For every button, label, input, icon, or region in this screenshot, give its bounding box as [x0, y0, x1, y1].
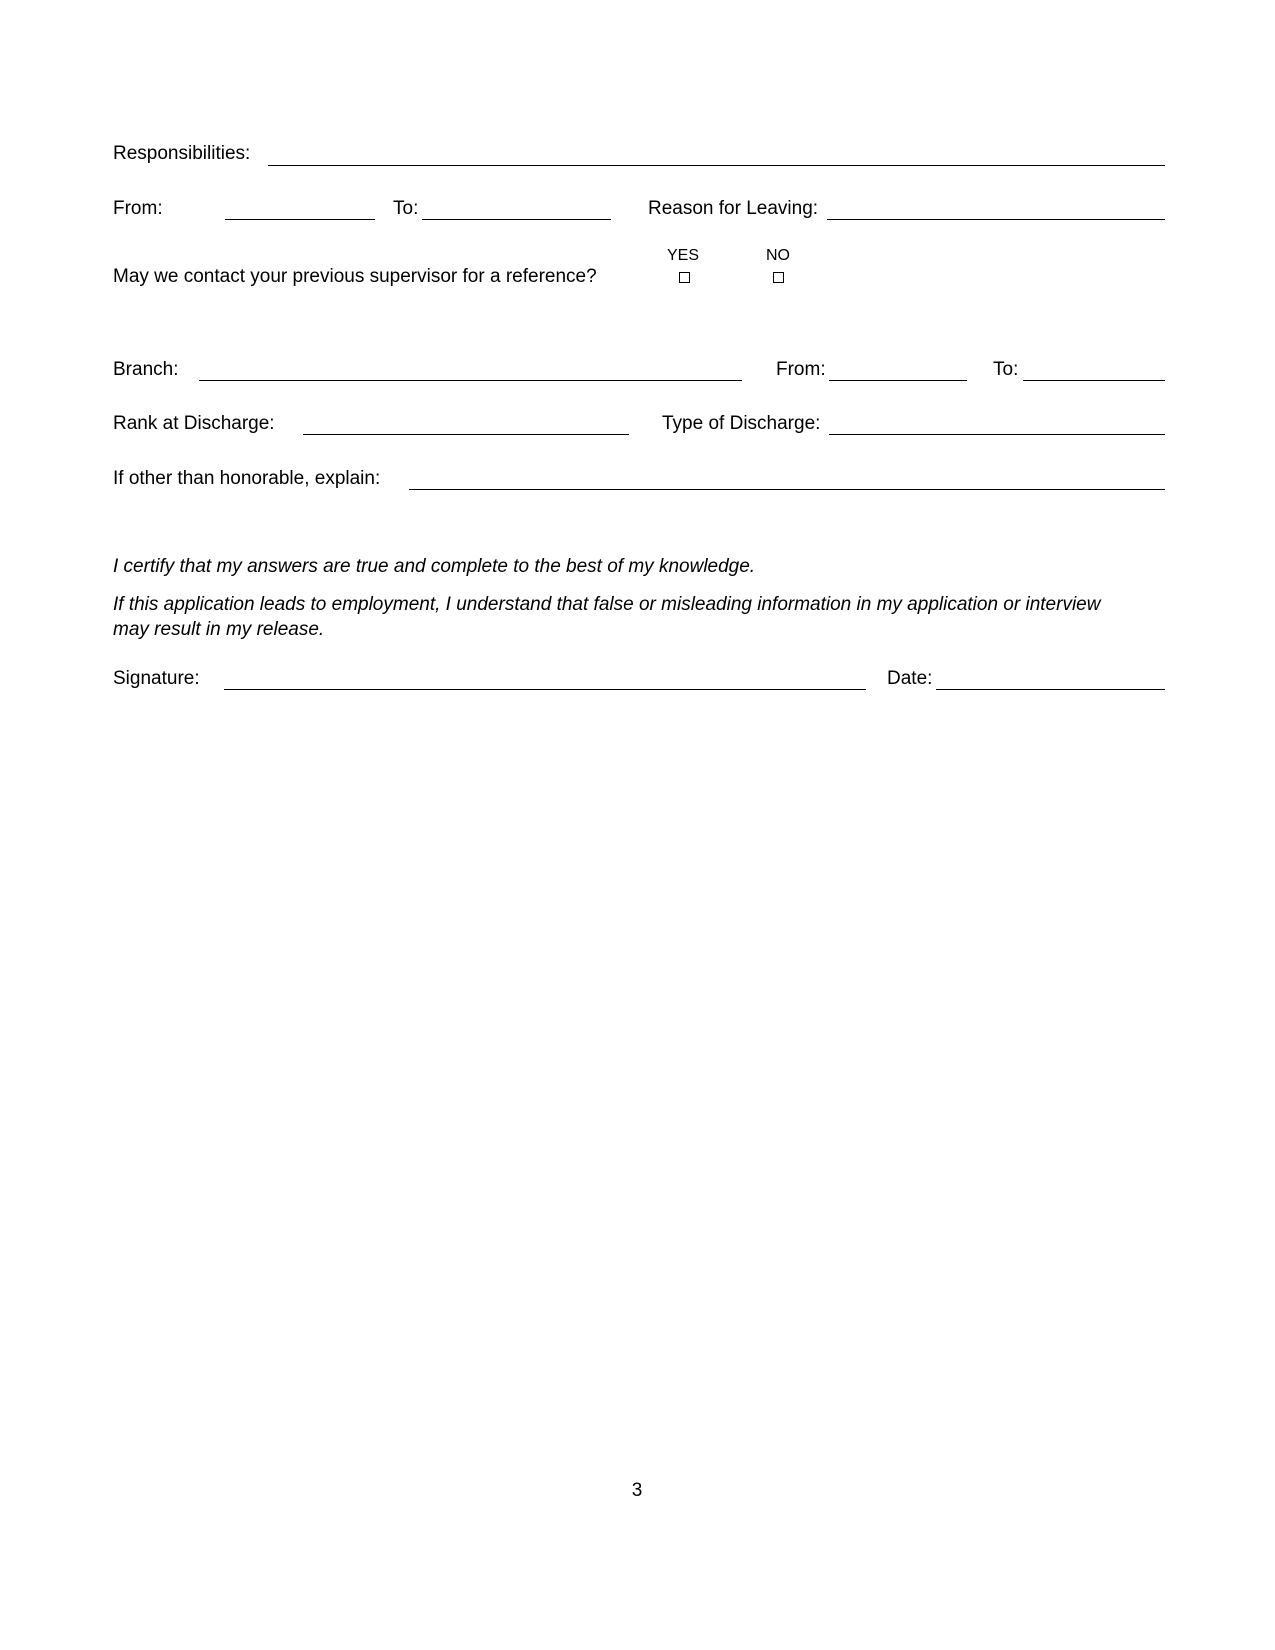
explain-label: If other than honorable, explain:	[113, 468, 381, 489]
release-statement: If this application leads to employment, I understand that false or misleading information in my application or interview may result in my release.	[113, 594, 1101, 640]
military-to-field[interactable]	[1023, 380, 1165, 381]
branch-field[interactable]	[199, 380, 742, 381]
employment-to-label: To:	[393, 198, 419, 219]
responsibilities-field[interactable]	[268, 165, 1165, 166]
page-number: 3	[631, 1480, 643, 1501]
certification-statement: I certify that my answers are true and complete to the best of my knowledge.	[113, 556, 756, 577]
date-field[interactable]	[936, 689, 1165, 690]
employment-from-label: From:	[113, 198, 163, 219]
employment-from-field[interactable]	[225, 219, 375, 220]
date-label: Date:	[887, 668, 933, 689]
contact-yes-checkbox[interactable]	[679, 272, 690, 283]
military-from-field[interactable]	[829, 380, 967, 381]
employment-to-field[interactable]	[422, 219, 611, 220]
signature-field[interactable]	[224, 689, 866, 690]
military-to-label: To:	[993, 359, 1019, 380]
type-of-discharge-field[interactable]	[829, 434, 1165, 435]
branch-label: Branch:	[113, 359, 179, 380]
reason-for-leaving-label: Reason for Leaving:	[648, 198, 819, 219]
type-of-discharge-label: Type of Discharge:	[662, 413, 821, 434]
military-from-label: From:	[776, 359, 826, 380]
contact-no-checkbox[interactable]	[773, 272, 784, 283]
no-column-label: NO	[766, 247, 790, 264]
rank-at-discharge-field[interactable]	[303, 434, 629, 435]
reason-for-leaving-field[interactable]	[827, 219, 1165, 220]
contact-supervisor-question: May we contact your previous supervisor for a reference?	[113, 266, 597, 287]
responsibilities-label: Responsibilities:	[113, 143, 251, 164]
signature-label: Signature:	[113, 668, 200, 689]
yes-column-label: YES	[667, 247, 700, 264]
rank-at-discharge-label: Rank at Discharge:	[113, 413, 275, 434]
explain-field[interactable]	[409, 489, 1165, 490]
